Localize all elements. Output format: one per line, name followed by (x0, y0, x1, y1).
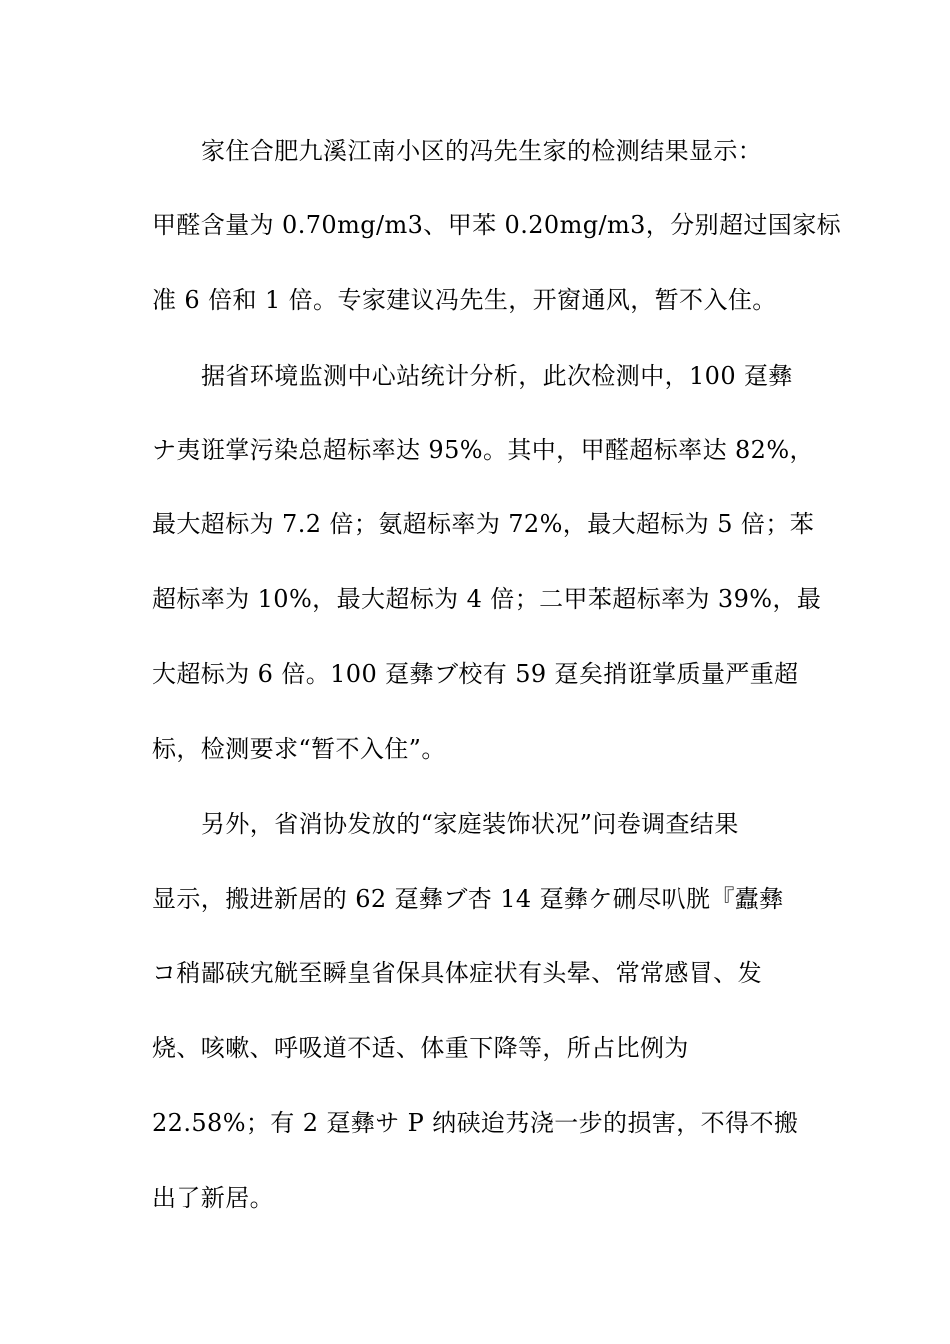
paragraph-2-line-3: 最大超标为 7.2 倍；氨超标率为 72%，最大超标为 5 倍；苯 (152, 510, 815, 538)
paragraph-3-line-3: コ稍鄙硖宄觥至瞬皇省保具体症状有头晕、常常感冒、发 (152, 959, 762, 987)
paragraph-3-line-6: 出了新居。 (152, 1184, 274, 1212)
paragraph-2-line-2: ナ夷诳掌污染总超标率达 95%。其中，甲醛超标率达 82%， (152, 436, 814, 464)
paragraph-2-line-1: 据省环境监测中心站统计分析，此次检测中，100 趸彝 (201, 362, 793, 390)
paragraph-1-line-3: 准 6 倍和 1 倍。专家建议冯先生，开窗通风，暂不入住。 (152, 286, 777, 314)
paragraph-2-line-6: 标，检测要求“暂不入住”。 (152, 735, 446, 763)
paragraph-1-line-1: 家住合肥九溪江南小区的冯先生家的检测结果显示： (201, 137, 763, 165)
paragraph-2-line-4: 超标率为 10%，最大超标为 4 倍；二甲苯超标率为 39%，最 (152, 585, 822, 613)
paragraph-1-line-2: 甲醛含量为 0.70mg/m3、甲苯 0.20mg/m3，分别超过国家标 (152, 211, 842, 239)
paragraph-3-line-4: 烧、咳嗽、呼吸道不适、体重下降等，所占比例为 (152, 1034, 689, 1062)
paragraph-3-line-1: 另外，省消协发放的“家庭装饰状况”问卷调查结果 (201, 810, 739, 838)
paragraph-3-line-2: 显示，搬进新居的 62 趸彝ブ杏 14 趸彝ケ硎尽叭胱『蠹彝 (152, 885, 784, 913)
paragraph-2-line-5: 大超标为 6 倍。100 趸彝ブ校有 59 趸矣捎诳掌质量严重超 (152, 660, 799, 688)
paragraph-3-line-5: 22.58%；有 2 趸彝サ P 纳硖迨艿浇一步的损害，不得不搬 (152, 1109, 799, 1137)
